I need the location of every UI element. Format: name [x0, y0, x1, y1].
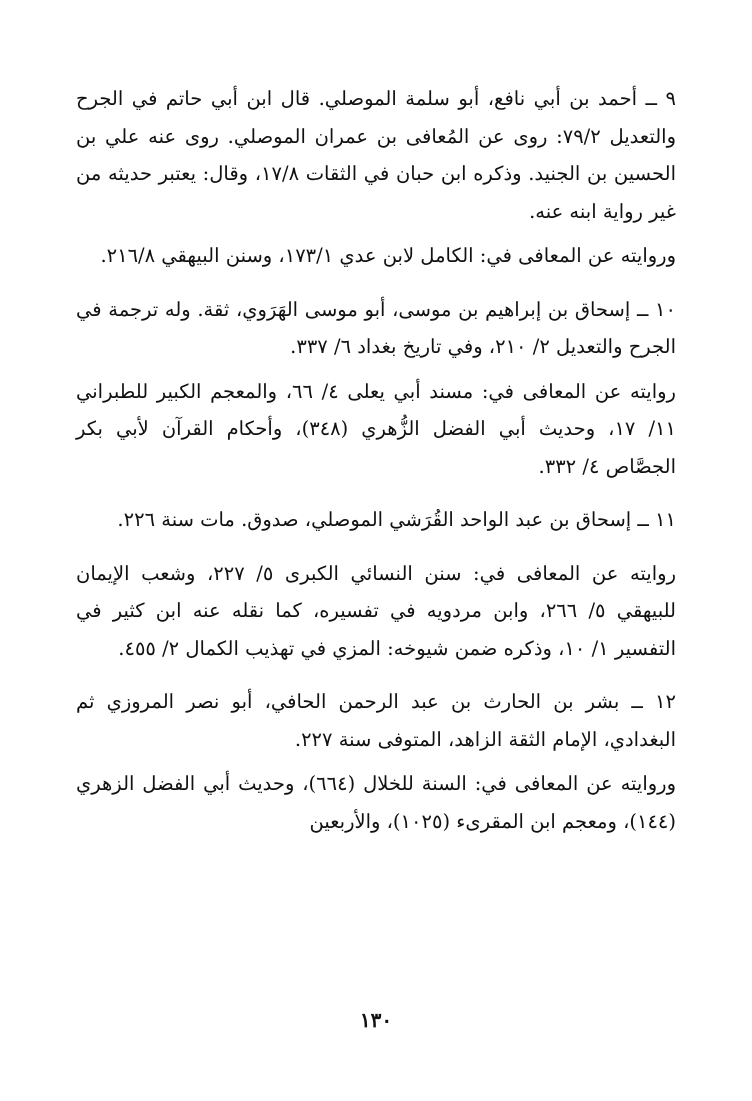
entry-12-narrations-paragraph: وروايته عن المعافى في: السنة للخلال (٦٦٤)، وحديث أبي الفضل الزهري (١٤٤)، ومعجم ابن المقرىء (١٠٢٥)، والأربعين	[76, 772, 676, 833]
entry-10-narrations-paragraph: روايته عن المعافى في: مسند أبي يعلى ٤/ ٦٦، والمعجم الكبير للطبراني ١١/ ١٧، وحديث أبي الفضل الزُّهري (٣٤٨)، وأحكام القرآن لأبي بكر الجصَّاص ٤/ ٣٣٢.	[76, 379, 676, 478]
entry-11-paragraph: ١١ ــ إسحاق بن عبد الواحد القُرَشي الموصلي، صدوق. مات سنة ٢٢٦.	[117, 508, 676, 531]
entry-10-paragraph: ١٠ ــ إسحاق بن إبراهيم بن موسى، أبو موسى الهَرَوي، ثقة. وله ترجمة في الجرح والتعديل ٢/ ٢١٠، وفي تاريخ بغداد ٦/ ٣٣٧.	[76, 297, 676, 358]
entry-9-paragraph: ٩ ــ أحمد بن أبي نافع، أبو سلمة الموصلي. قال ابن أبي حاتم في الجرح والتعديل ٧٩/٢: روى عن المُعافى بن عمران الموصلي. روى عنه علي بن الحسين بن الجنيد. وذكره ابن حبان في الثقات ١٧/٨، وقال: يعتبر حديثه من غير رواية ابنه عنه.	[76, 87, 677, 223]
entry-12-paragraph: ١٢ ــ بشر بن الحارث بن عبد الرحمن الحافي، أبو نصر المروزي ثم البغدادي، الإمام الثقة الزاهد، المتوفى سنة ٢٢٧.	[76, 690, 676, 751]
entry-11-narrations-paragraph: روايته عن المعافى في: سنن النسائي الكبرى ٥/ ٢٢٧، وشعب الإيمان للبيهقي ٥/ ٢٦٦، وابن مردويه في تفسيره، كما نقله عنه ابن كثير في التفسير ١/ ١٠، وذكره ضمن شيوخه: المزي في تهذيب الكمال ٢/ ٤٥٥.	[76, 561, 676, 660]
page-number: ١٣٠	[359, 1008, 393, 1032]
entry-9-narrations-paragraph: وروايته عن المعافى في: الكامل لابن عدي ١٧٣/١، وسنن البيهقي ٢١٦/٨.	[100, 244, 676, 267]
text-body	[76, 80, 676, 840]
